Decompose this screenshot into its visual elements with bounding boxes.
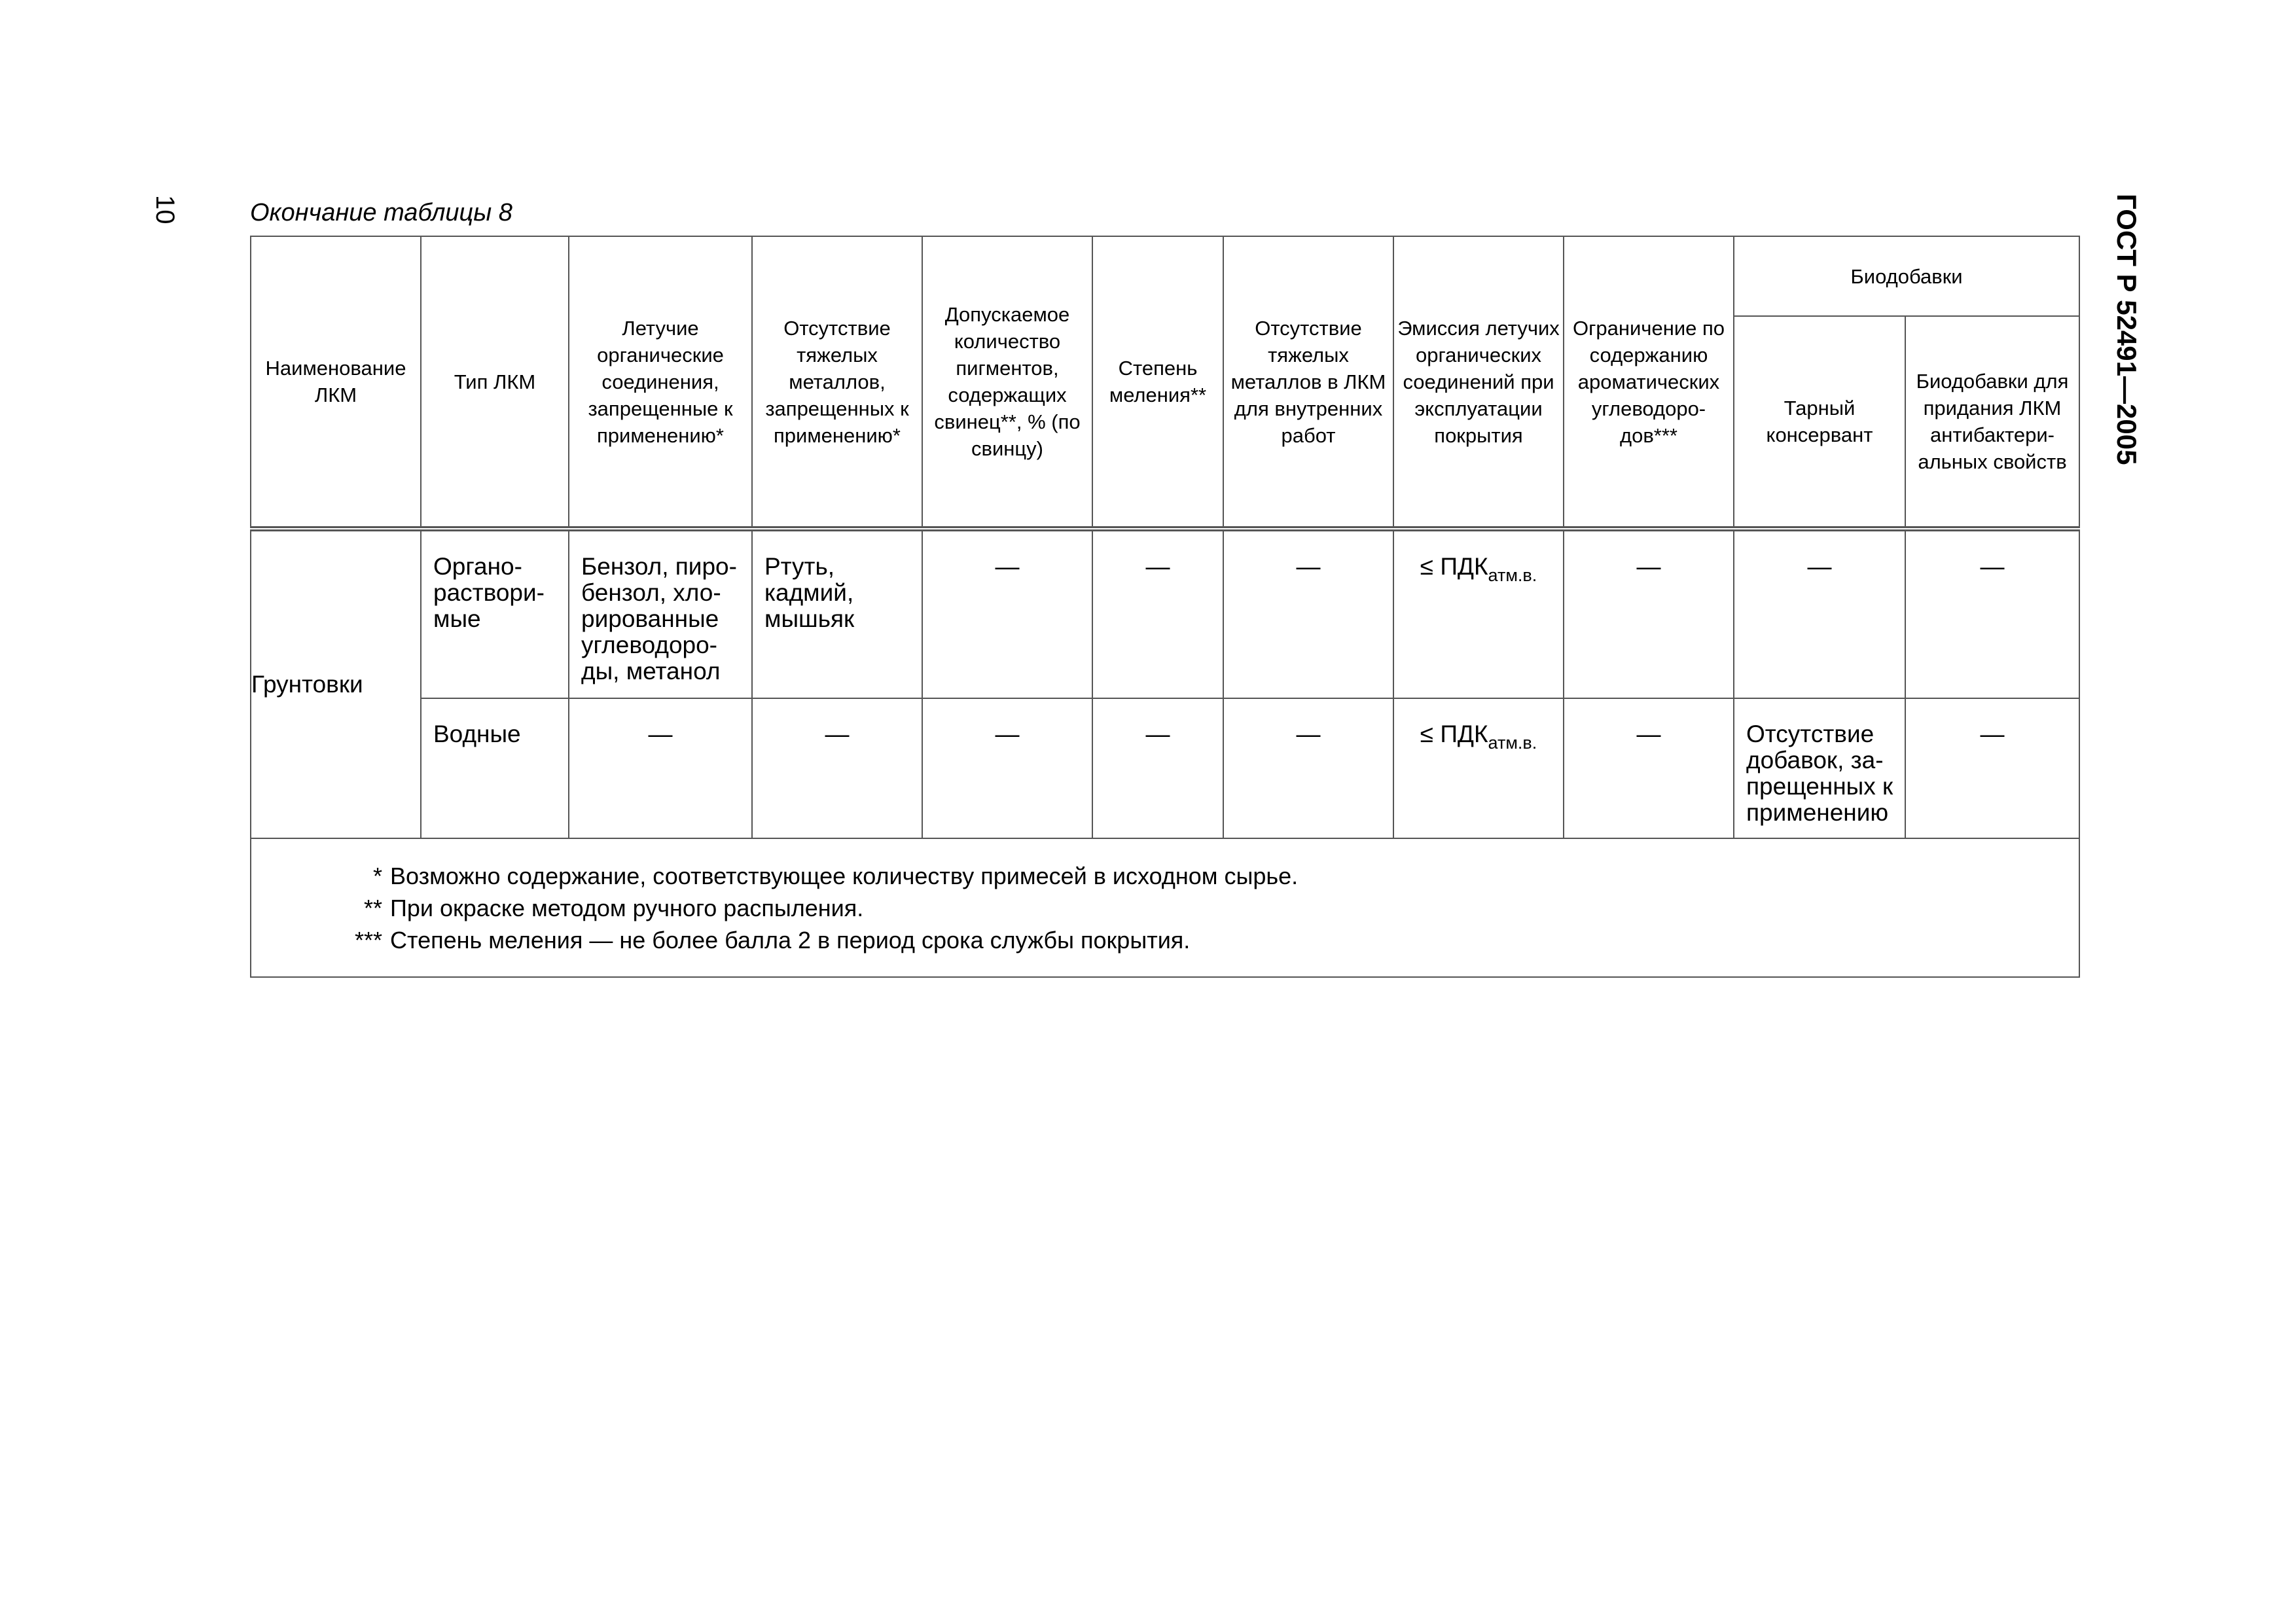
footnote [251,892,2079,924]
table-row [251,529,2079,698]
notes-row [251,838,2079,977]
footnote-mark: *** [354,926,382,954]
header-type: Тип ЛКМ [421,236,569,529]
header-emission: Эмиссия летучих органических соединений при эксплуатации покрытия [1393,236,1564,529]
cell-pigments: — [922,698,1092,838]
document-code: ГОСТ Р 52491—2005 [2111,194,2142,465]
footnote-text: При окраске методом ручного распыления. [390,894,864,921]
header-bio-tare: Тарный консервант [1734,316,1905,529]
cell-chalking: — [1092,698,1223,838]
footnote [251,924,2079,956]
cell-no-heavy-metals-internal: — [1223,698,1393,838]
cell-volatile: Бензол, пиро-бензол, хло-рированные углеводоро-ды, метанол [569,529,752,698]
header-chalking: Степень меления** [1092,236,1223,529]
header-name: Наименование ЛКМ [251,236,421,529]
table-caption: Окончание таблицы 8 [250,199,512,226]
table-row [251,698,2079,838]
header-bio-antibacterial: Биодобавки для придания ЛКМ антибактери-альных свойств [1905,316,2079,529]
footnote-mark: ** [363,894,382,921]
header-no-heavy-metals-internal: Отсутствие тяжелых металлов в ЛКМ для внутренних работ [1223,236,1393,529]
cell-pigments: — [922,529,1092,698]
cell-chalking: — [1092,529,1223,698]
footnote-mark: * [372,862,382,889]
cell-type: Водные [421,698,569,838]
emission-subscript: атм.в. [1488,565,1537,585]
cell-no-heavy-metals-internal: — [1223,529,1393,698]
requirements-table [250,236,2080,978]
emission-subscript: атм.в. [1488,733,1537,753]
cell-emission [1393,698,1564,838]
footnote-text: Возможно содержание, соответствующее количеству примесей в исходном сырье. [390,862,1299,889]
cell-aromatic: — [1564,698,1734,838]
page-number: 10 [151,195,179,224]
emission-prefix: ≤ ПДК [1420,553,1488,580]
group-name-cell: Грунтовки [251,529,421,838]
header-no-heavy-metals: Отсутствие тяжелых металлов, запрещенных к применению* [752,236,922,529]
header-volatile: Летучие органические соединения, запрещенные к применению* [569,236,752,529]
footnote-text: Степень меления — не более балла 2 в период срока службы покрытия. [390,926,1191,954]
cell-bio-tare: — [1734,529,1905,698]
cell-bio-antibacterial: — [1905,698,2079,838]
notes-cell [251,838,2079,977]
cell-emission [1393,529,1564,698]
cell-volatile: — [569,698,752,838]
cell-aromatic: — [1564,529,1734,698]
cell-type: Органо-раствори-мые [421,529,569,698]
cell-bio-antibacterial: — [1905,529,2079,698]
header-bio: Биодобавки [1734,236,2079,316]
cell-no-heavy-metals: — [752,698,922,838]
cell-bio-tare: Отсутствие добавок, за-прещенных к применению [1734,698,1905,838]
header-row-top [251,236,2079,316]
header-aromatic: Ограничение по содержанию ароматических углеводоро-дов*** [1564,236,1734,529]
footnote [251,860,2079,892]
cell-no-heavy-metals: Ртуть, кадмий, мышьяк [752,529,922,698]
emission-prefix: ≤ ПДК [1420,721,1488,747]
header-pigments: Допускаемое количество пигментов, содержащих свинец**, % (по свинцу) [922,236,1092,529]
